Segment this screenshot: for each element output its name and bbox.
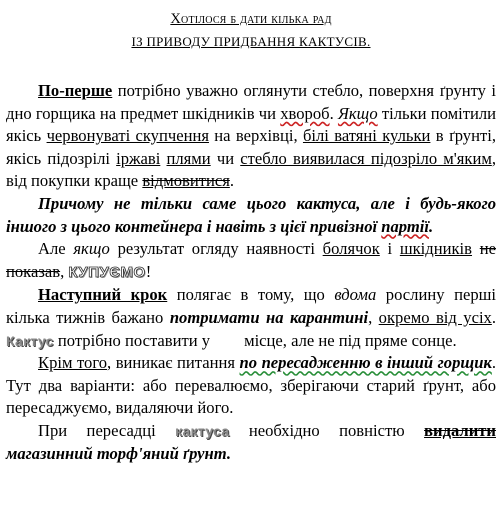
word-hvorob: хвороб [280, 103, 330, 123]
text-span: . [329, 103, 338, 123]
word-okremo: окремо від усіх [378, 307, 492, 327]
word-ne-pokazav: не показав [6, 239, 496, 281]
paragraph-third [6, 238, 496, 284]
text-span: в ґрунті, якісь підозрілі [6, 126, 496, 168]
text-span: , від покупки краще [6, 148, 496, 191]
title-line-2: ІЗ ПРИВОДУ ПРИДБАННЯ КАКТУСІВ. [131, 34, 371, 49]
text-span: , [60, 261, 69, 281]
text-span: Причому не тільки саме цього кактуса, але і будь-якого іншого з цього контейнера і навіть з цієї привізної [6, 193, 496, 236]
text-span: необхідно повністю [229, 420, 425, 440]
text-span: на верхівці, [208, 126, 303, 146]
word-irzhavi: іржаві [116, 148, 161, 168]
paragraph-fifth [6, 352, 496, 420]
word-kaktusa: кактуса [175, 422, 230, 439]
text-span: . Тут два варіанти: або перевалюємо, зберігаючи старий ґрунт, або пересаджуємо, видаляючи його. [6, 353, 496, 418]
word-kupuiemo: КУПУЄМО [68, 263, 146, 281]
word-peresadzh: по пересадженню в інший горщик [239, 353, 492, 373]
word-karantyn: потримати на карантині [169, 307, 369, 327]
word-yakshcho-2: якщо [73, 239, 110, 259]
word-yakshcho: Якщо [337, 103, 378, 123]
paragraph-first [6, 80, 496, 193]
text-span: чи [210, 148, 241, 168]
word-shkidnykiv: шкідників [399, 239, 473, 259]
text-span: Але [38, 239, 74, 259]
text-span: результат огляду наявності [109, 239, 323, 259]
word-vydalyty: видалити [424, 420, 496, 440]
text-span: і [379, 239, 400, 259]
text-span: полягає в тому, що [167, 285, 335, 305]
text-span: тільки помітили якісь [6, 103, 496, 146]
word-torf: магазинний торф'яний ґрунт [6, 443, 227, 463]
text-span: потрібно поставити у [53, 330, 211, 350]
word-kaktus: Кактус [6, 332, 54, 349]
text-span: . [226, 443, 232, 463]
paragraph-sixth [6, 420, 496, 465]
text-span: рослину перші кілька тижнів бажано [6, 285, 496, 327]
text-span: При пересадці [38, 420, 176, 440]
text-span: . [229, 171, 235, 191]
text-span: місце, але не під пряме сонце. [244, 330, 457, 350]
word-chervonuvati: червонуваті скупчення [46, 126, 209, 146]
document-body [6, 80, 496, 465]
lead-fifth: Крім того [38, 353, 108, 373]
text-span: , виникає питання [107, 353, 240, 373]
text-span: потрібно уважно оглянути стебло, поверхня ґрунту і дно горщика на предмет шкідників чи [6, 81, 496, 123]
word-vdoma: вдома [334, 285, 377, 305]
word-plyamy: плями [166, 148, 211, 168]
paragraph-second [6, 193, 496, 238]
title-line-1: Хотілося б дати кілька рад [170, 11, 332, 27]
word-bolyachok: болячок [322, 239, 380, 259]
word-partii: партії [381, 216, 429, 236]
paragraph-fourth [6, 284, 496, 352]
text-span: . [429, 216, 434, 236]
document-title [0, 10, 502, 52]
text-span: ! [145, 261, 152, 281]
lead-first: По-перше [38, 81, 113, 100]
word-vidmovytysia: відмовитися [142, 171, 230, 191]
word-bili: білі ватяні кульки [302, 126, 431, 146]
word-steblo: стебло виявилася підозріло м'яким [240, 148, 492, 168]
text-span: , [368, 307, 379, 327]
text-span: . [491, 307, 497, 327]
lead-fourth: Наступний крок [38, 285, 168, 305]
